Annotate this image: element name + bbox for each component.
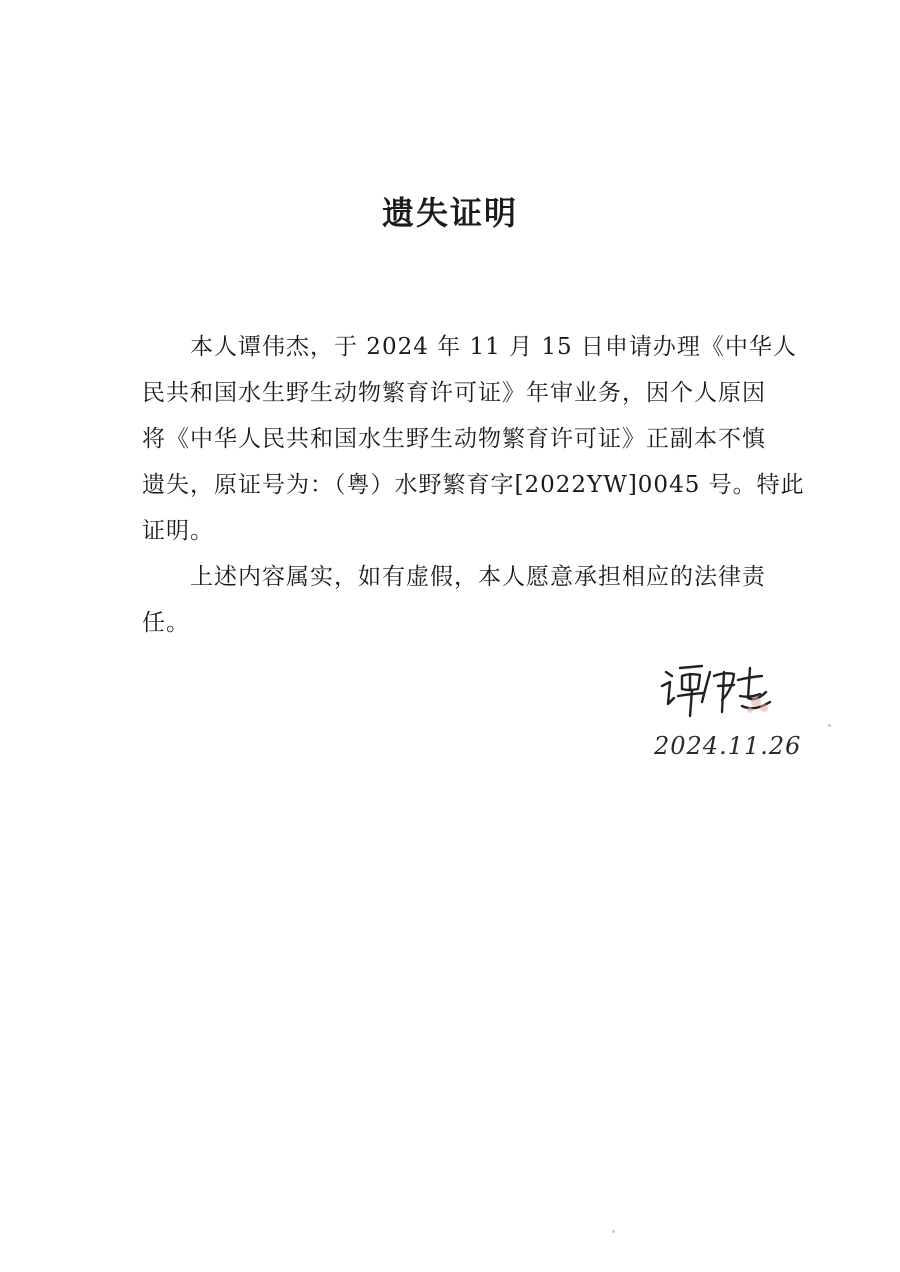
paragraph-line: 证明。: [142, 518, 214, 544]
declaration-paragraph: [142, 554, 782, 646]
paragraph-line: 任。: [142, 610, 190, 636]
paragraph-line: 本人谭伟杰，于 2024 年 11 月 15 日申请办理《中华人: [190, 334, 797, 360]
scan-speck: [612, 1230, 615, 1233]
signature-date: 2024.11.26: [654, 732, 802, 760]
scan-speck: [828, 724, 831, 727]
paragraph-line: 民共和国水生野生动物繁育许可证》年审业务，因个人原因: [142, 380, 766, 406]
paragraph-line: 遗失，原证号为：（粤）水野繁育字[2022YW]0045 号。特此: [142, 472, 805, 498]
statement-paragraph: [142, 324, 805, 554]
document-title: 遗失证明: [381, 194, 518, 232]
paragraph-line: 上述内容属实，如有虚假，本人愿意承担相应的法律责: [190, 564, 766, 590]
handwritten-signature: [652, 650, 782, 728]
paragraph-line: 将《中华人民共和国水生野生动物繁育许可证》正副本不慎: [142, 426, 766, 452]
